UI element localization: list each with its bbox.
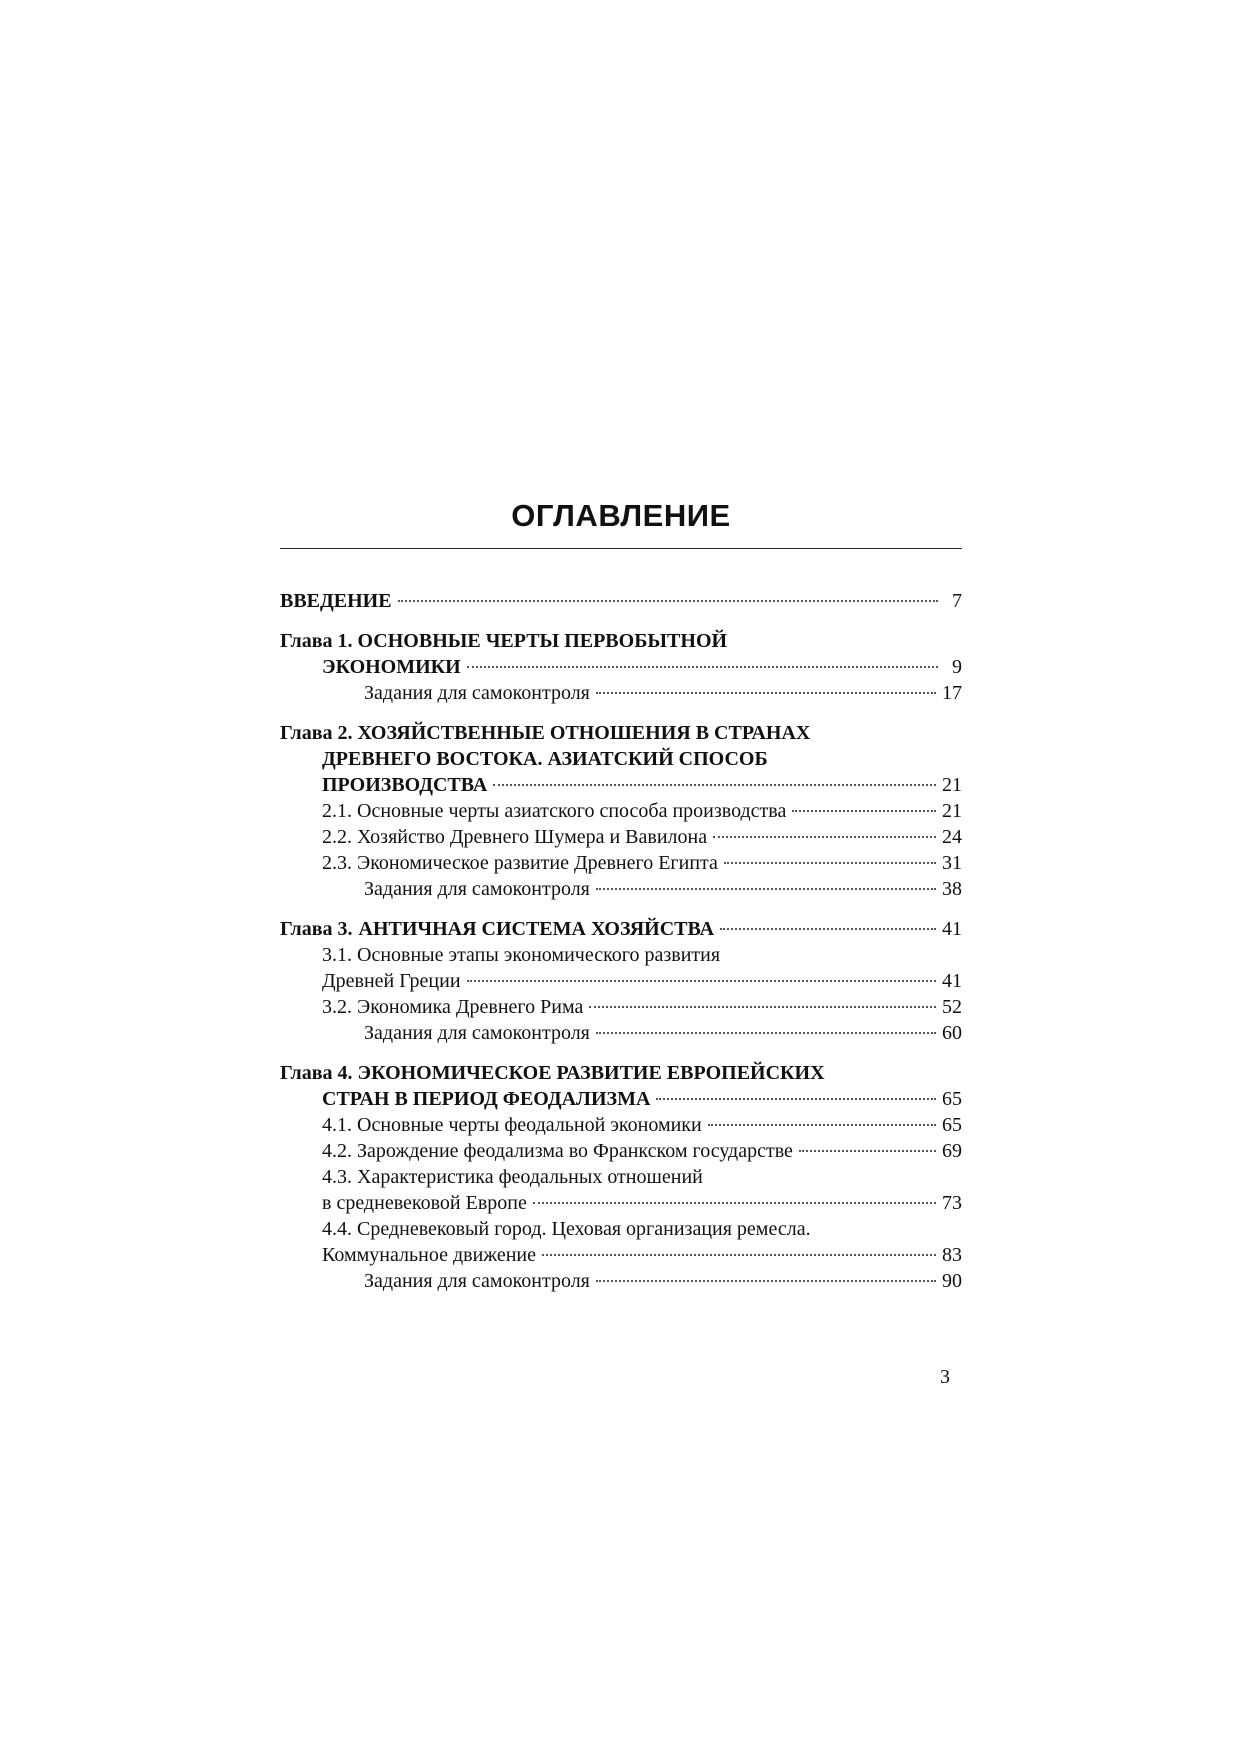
toc-entry-self-check-4[interactable] <box>280 1268 962 1294</box>
dot-leader <box>708 1124 936 1126</box>
dot-leader <box>398 600 938 602</box>
toc-page-number: 21 <box>942 800 962 822</box>
toc-entry-section-2-1[interactable] <box>280 798 962 824</box>
toc-page-number: 52 <box>942 996 962 1018</box>
toc-entry-label: 2.3. Экономическое развитие Древнего Египта <box>322 852 718 874</box>
toc-entry-label: 2.2. Хозяйство Древнего Шумера и Вавилона <box>322 826 708 848</box>
toc-entry-section-4-2[interactable] <box>280 1138 962 1164</box>
toc-entry-label: ВВЕДЕНИЕ <box>280 590 392 612</box>
toc-entry-self-check-1[interactable] <box>280 680 962 706</box>
toc-entry-self-check-3[interactable] <box>280 1020 962 1046</box>
toc-entry-label-line-2: в средневековой Европе <box>322 1192 527 1214</box>
toc-entry-label: 4.2. Зарождение феодализма во Франкском государстве <box>322 1140 793 1162</box>
toc-entry-label-line-2: Коммунальное движение <box>322 1244 536 1266</box>
dot-leader <box>596 888 936 890</box>
chapter-title-line-1: ОСНОВНЫЕ ЧЕРТЫ ПЕРВОБЫТНОЙ <box>357 630 728 652</box>
toc-page-number: 17 <box>942 682 962 704</box>
dot-leader <box>724 862 936 864</box>
dot-leader <box>533 1202 936 1204</box>
dot-leader <box>467 980 936 982</box>
chapter-prefix: Глава 1. <box>280 630 353 652</box>
dot-leader <box>656 1098 936 1100</box>
toc-entry-section-3-1[interactable] <box>280 942 962 994</box>
toc-page-number: 73 <box>942 1192 962 1214</box>
toc-entry-label: Задания для самоконтроля <box>364 682 590 704</box>
table-of-contents <box>280 588 962 1294</box>
dot-leader <box>493 784 936 786</box>
toc-entry-chapter-1[interactable] <box>280 628 962 680</box>
toc-entry-section-4-1[interactable] <box>280 1112 962 1138</box>
chapter-prefix: Глава 2. <box>280 722 353 744</box>
chapter-title-line-1: ЭКОНОМИЧЕСКОЕ РАЗВИТИЕ ЕВРОПЕЙСКИХ <box>357 1062 825 1084</box>
toc-page-number: 9 <box>952 656 962 678</box>
toc-page-number: 41 <box>942 970 962 992</box>
toc-entry-label: 3.2. Экономика Древнего Рима <box>322 996 584 1018</box>
chapter-prefix: Глава 4. <box>280 1062 353 1084</box>
toc-page-number: 83 <box>942 1244 962 1266</box>
page-title: ОГЛАВЛЕНИЕ <box>511 498 731 533</box>
chapter-prefix: Глава 3. <box>280 918 353 940</box>
dot-leader <box>542 1254 936 1256</box>
toc-page-number: 31 <box>942 852 962 874</box>
toc-entry-label: Задания для самоконтроля <box>364 1022 590 1044</box>
dot-leader <box>720 928 936 930</box>
toc-page-number: 21 <box>942 774 962 796</box>
dot-leader <box>799 1150 936 1152</box>
toc-entry-intro[interactable] <box>280 588 962 614</box>
dot-leader <box>792 810 936 812</box>
title-divider <box>280 548 962 549</box>
toc-page-number: 69 <box>942 1140 962 1162</box>
toc-entry-section-2-2[interactable] <box>280 824 962 850</box>
chapter-title-line-3: ПРОИЗВОДСТВА <box>322 774 488 796</box>
toc-entry-label: Задания для самоконтроля <box>364 1270 590 1292</box>
chapter-title-line-1: ХОЗЯЙСТВЕННЫЕ ОТНОШЕНИЯ В СТРАНАХ <box>357 722 811 744</box>
toc-entry-chapter-2[interactable] <box>280 720 962 798</box>
toc-entry-section-4-4[interactable] <box>280 1216 962 1268</box>
toc-entry-label-line-1: 4.4. Средневековый город. Цеховая организация ремесла. <box>322 1218 811 1240</box>
toc-page-number: 7 <box>952 590 962 612</box>
toc-entry-label: 2.1. Основные черты азиатского способа производства <box>322 800 787 822</box>
chapter-title-line-2: ДРЕВНЕГО ВОСТОКА. АЗИАТСКИЙ СПОСОБ <box>322 748 768 770</box>
toc-entry-section-2-3[interactable] <box>280 850 962 876</box>
dot-leader <box>589 1006 936 1008</box>
toc-entry-label: 4.1. Основные черты феодальной экономики <box>322 1114 702 1136</box>
toc-entry-chapter-4[interactable] <box>280 1060 962 1112</box>
toc-page-number: 24 <box>942 826 962 848</box>
toc-entry-chapter-3[interactable] <box>280 916 962 942</box>
page-number: 3 <box>940 1366 950 1388</box>
toc-entry-section-3-2[interactable] <box>280 994 962 1020</box>
toc-entry-section-4-3[interactable] <box>280 1164 962 1216</box>
toc-page-number: 60 <box>942 1022 962 1044</box>
toc-entry-label: Задания для самоконтроля <box>364 878 590 900</box>
toc-page-number: 41 <box>942 918 962 940</box>
dot-leader <box>596 1032 936 1034</box>
chapter-title-line-1: АНТИЧНАЯ СИСТЕМА ХОЗЯЙСТВА <box>358 918 715 940</box>
toc-entry-label-line-1: 3.1. Основные этапы экономического развития <box>322 944 721 966</box>
chapter-title-line-2: ЭКОНОМИКИ <box>322 656 461 678</box>
toc-entry-self-check-2[interactable] <box>280 876 962 902</box>
toc-entry-label-line-2: Древней Греции <box>322 970 461 992</box>
toc-page-number: 65 <box>942 1114 962 1136</box>
dot-leader <box>596 1280 936 1282</box>
dot-leader <box>713 836 936 838</box>
toc-entry-label-line-1: 4.3. Характеристика феодальных отношений <box>322 1166 703 1188</box>
toc-page-number: 90 <box>942 1270 962 1292</box>
toc-page-number: 38 <box>942 878 962 900</box>
dot-leader <box>596 692 936 694</box>
toc-page-number: 65 <box>942 1088 962 1110</box>
dot-leader <box>467 666 938 668</box>
chapter-title-line-2: СТРАН В ПЕРИОД ФЕОДАЛИЗМА <box>322 1088 651 1110</box>
